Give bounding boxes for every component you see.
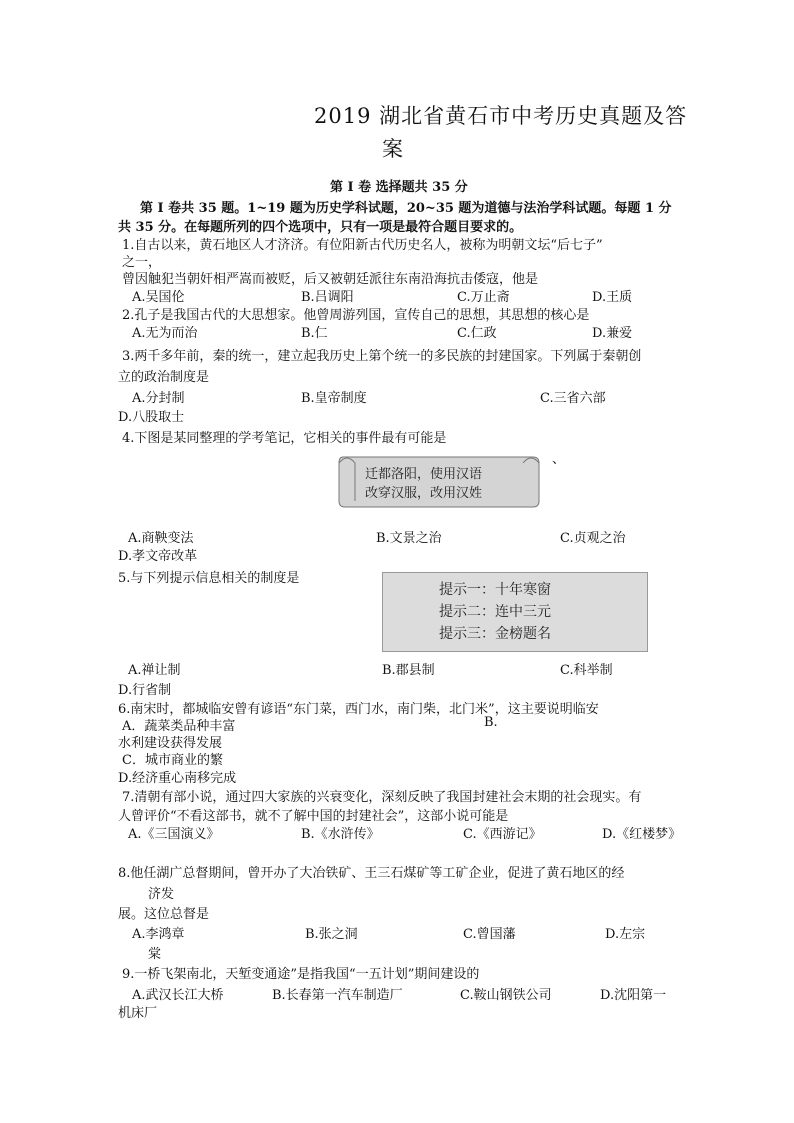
page-title-continuation: 案 [382,137,404,161]
question-7-option-a: A.《三国演义》 [128,827,220,842]
question-9-option-d: D.沈阳第一 [600,988,667,1003]
question-4-option-a: A.商鞅变法 [128,531,194,546]
question-7-option-b: B.《水浒传》 [301,827,380,842]
question-4-text: 4.下图是某同整理的学考笔记，它相关的事件最有可能是 [122,431,447,446]
question-2-option-a: A.无为而治 [132,326,198,341]
instructions-line-1: 第 I 卷共 35 题。1~19 题为历史学科试题，20~35 题为道德与法治学科试题。每题 1 分 [140,201,672,216]
question-8-option-a: A.李鸿章 [132,927,185,942]
study-note-line-2: 改穿汉服，改用汉姓 [365,486,483,501]
question-2-option-b: B.仁 [301,326,328,341]
question-5-option-a: A.禅让制 [128,663,181,678]
question-3-text-cont: 立的政治制度是 [118,370,210,385]
question-7-option-d: D.《红楼梦》 [602,827,682,842]
question-3-option-c: C.三省六部 [540,391,606,406]
study-note-scroll-image [337,449,541,511]
question-5-option-c: C.科举制 [560,663,613,678]
question-4-option-b: B.文景之治 [376,531,442,546]
hint-box [382,572,648,652]
hint-line-3: 提示三：金榜题名 [439,626,551,642]
question-7-text-cont: 人曾评价“不看这部书，就不了解中国的封建社会”，这部小说可能是 [118,809,509,824]
question-1-option-c: C.万止斋 [457,290,510,305]
question-3-option-b: B.皇帝制度 [301,391,367,406]
instructions-line-2: 共 35 分。在每题所列的四个选项中，只有一项是最符合题目要求的。 [118,220,523,235]
question-3-option-d: D.八股取士 [118,410,185,425]
question-3-option-a: A.分封制 [132,391,185,406]
question-6-text: 6.南宋时，都城临安曾有谚语“东门菜，西门水，南门柴，北门米”，这主要说明临安 [118,702,599,717]
stray-mark: 、 [552,452,566,467]
question-8-text-cont2: 展。这位总督是 [118,907,210,922]
question-9-option-a: A.武汉长江大桥 [132,988,224,1003]
question-8-option-d-cont: 棠 [148,947,162,962]
question-6-option-b: B. [484,715,498,730]
question-1-option-b: B.吕调阳 [301,290,354,305]
hint-line-1: 提示一：十年寒窗 [439,582,551,598]
question-4-option-d: D.孝文帝改革 [118,549,198,564]
question-8-option-d: D.左宗 [605,927,646,942]
hint-line-2: 提示二：连中三元 [439,604,551,620]
question-7-text: 7.清朝有部小说，通过四大家族的兴衰变化，深刻反映了我国封建社会末期的社会现实。有 [122,790,642,805]
question-5-option-d: D.行省制 [118,683,172,698]
question-1-option-d: D.王质 [592,290,633,305]
question-5-text: 5.与下列提示信息相关的制度是 [118,571,300,586]
question-9-option-c: C.鞍山钢铁公司 [460,988,552,1003]
question-8-text-cont: 济发 [148,887,175,902]
question-8-text: 8.他任湖广总督期间，曾开办了大冶铁矿、王三石煤矿等工矿企业，促进了黄石地区的经 [118,866,625,881]
question-9-text: 9.一桥飞架南北，天堑变通途”是指我国“一五计划”期间建设的 [122,967,480,982]
question-8-option-b: B.张之洞 [305,927,358,942]
study-note-line-1: 迁都洛阳，使用汉语 [365,467,483,482]
section-title: 第 I 卷 选择题共 35 分 [330,180,468,195]
question-7-option-c: C.《西游记》 [463,827,542,842]
question-1-text: 1.自古以来，黄石地区人才济济。有位阳新古代历史名人，被称为明朝文坛“后七子” [122,238,603,253]
question-2-option-c: C.仁政 [457,326,497,341]
question-2-option-d: D.兼爱 [592,326,633,341]
question-9-option-b: B.长春第一汽车制造厂 [272,988,403,1003]
page-title: 2019 湖北省黄石市中考历史真题及答 [314,104,688,128]
question-6-option-a: A．蔬菜类品种丰富 [122,719,236,734]
question-1-text-cont2: 曾因触犯当朝奸相严嵩而被贬，后又被朝廷派往东南沿海抗击倭寇，他是 [122,272,539,287]
question-8-option-c: C.曾国藩 [463,927,516,942]
question-1-text-cont: 之一， [122,255,162,270]
question-9-option-d-cont: 机床厂 [118,1006,158,1021]
question-6-option-c: C．城市商业的繁 [122,753,223,768]
question-5-option-b: B.郡县制 [382,663,435,678]
question-6-option-d: D.经济重心南移完成 [118,771,237,786]
question-2-text: 2.孔子是我国古代的大思想家。他曾周游列国，宣传自己的思想，其思想的核心是 [122,308,590,323]
question-3-text: 3.两千多年前，秦的统一，建立起我历史上第个统一的多民族的封建国家。下列属于秦朝创 [122,349,642,364]
question-1-option-a: A.吴国伦 [132,290,185,305]
question-4-option-c: C.贞观之治 [560,531,626,546]
question-6-option-b-text: 水利建设获得发展 [118,736,223,751]
